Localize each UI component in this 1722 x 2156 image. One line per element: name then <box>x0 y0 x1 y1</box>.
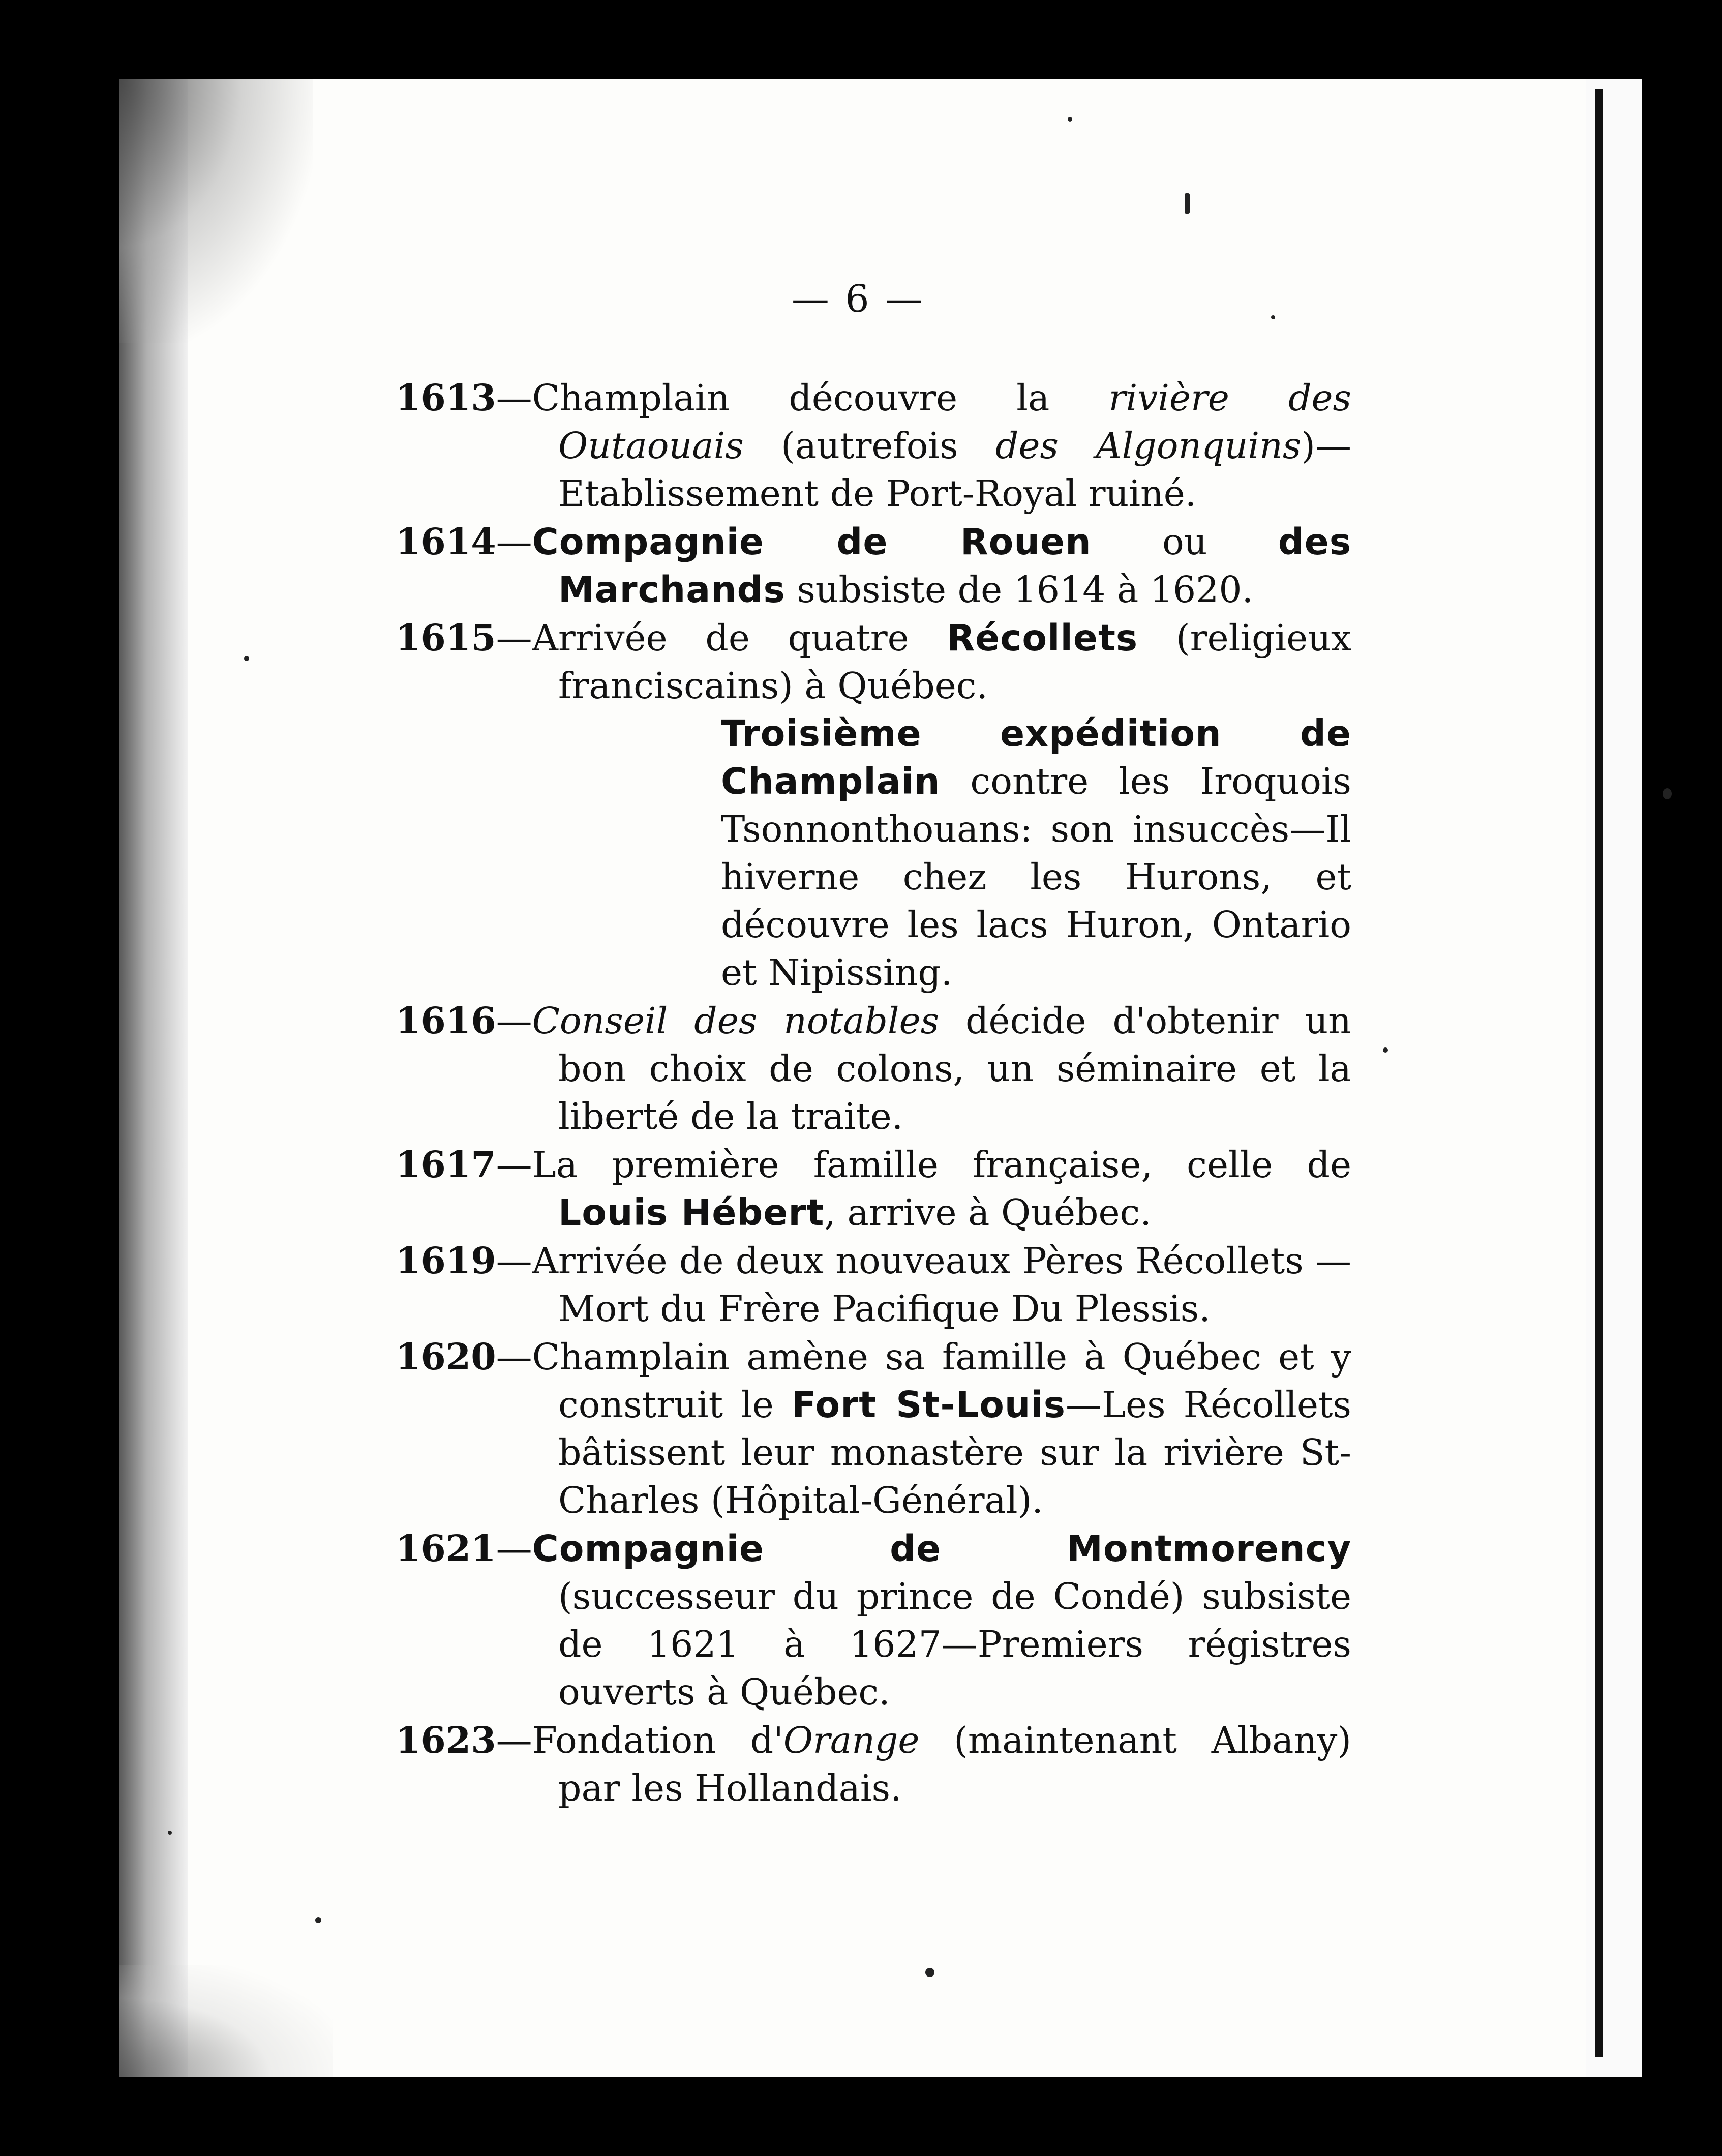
scan-speck <box>1068 117 1072 122</box>
entry-year: 1623 <box>396 1719 496 1761</box>
scan-smudge-top <box>119 79 313 343</box>
entry-text: — <box>496 1528 532 1570</box>
entry-year: 1616 <box>396 999 496 1042</box>
bold-text: Compagnie de Montmorency <box>532 1528 1351 1570</box>
italic-text: rivière des Outaouais <box>558 377 1351 467</box>
entry-text: subsiste de 1614 à 1620. <box>785 568 1254 611</box>
entry-year: 1617 <box>396 1143 496 1186</box>
chronology-list <box>396 374 1351 1812</box>
scan-speck <box>1663 788 1672 799</box>
chronology-entry-1613 <box>396 374 1351 518</box>
scan-speck <box>1383 1047 1388 1053</box>
entry-text: contre les Iroquois Tsonnonthouans: son insuccès—Il hiverne chez les Hurons, et découvre les lacs Huron, Ontario et Nipissing. <box>721 760 1351 994</box>
entry-text: , arrive à Québec. <box>824 1191 1152 1234</box>
scan-speck <box>925 1968 934 1977</box>
chronology-entry-1620 <box>396 1333 1351 1524</box>
bold-text: Louis Hébert <box>558 1191 825 1234</box>
entry-text: —La première famille française, celle de <box>496 1144 1351 1186</box>
chronology-entry-1623 <box>396 1716 1351 1812</box>
entry-year: 1621 <box>396 1527 496 1570</box>
entry-text: décide d'obtenir un bon choix de colons, un séminaire et la liberté de la traite. <box>558 1000 1351 1137</box>
entry-year: 1615 <box>396 616 496 659</box>
bold-text: Fort St-Louis <box>791 1384 1066 1426</box>
bold-text: Compagnie de Rouen <box>532 521 1092 563</box>
scan-speck <box>168 1831 172 1835</box>
entry-text: —Les Récollets bâtissent leur monastère sur la rivière St-Charles (Hôpital-Général). <box>558 1384 1351 1521</box>
chronology-entry-1614 <box>396 518 1351 614</box>
entry-text: — <box>496 1000 532 1042</box>
bold-text: des Marchands <box>558 521 1351 611</box>
entry-continuation <box>558 710 1351 997</box>
chronology-entry-1615 <box>396 614 1351 997</box>
scan-speck <box>315 1917 321 1923</box>
entry-text: —Champlain amène sa famille à Québec et y construit le <box>496 1336 1351 1426</box>
italic-text: Conseil des notables <box>532 1000 940 1042</box>
entry-text: ou <box>1091 521 1278 563</box>
entry-text: —Arrivée de quatre <box>496 617 947 659</box>
scan-smudge-bottom <box>119 1965 333 2077</box>
entry-text: (autrefois <box>743 425 995 467</box>
bold-text: Troisième expédition de Champlain <box>721 712 1351 802</box>
chronology-entry-1617 <box>396 1141 1351 1237</box>
entry-year: 1619 <box>396 1239 496 1282</box>
scan-speck <box>1271 315 1275 319</box>
entry-text: —Champlain découvre la <box>496 377 1109 419</box>
entry-text: )—Etablissement de Port-Royal ruiné. <box>558 425 1351 515</box>
entry-year: 1614 <box>396 520 496 563</box>
entry-year: 1613 <box>396 376 496 419</box>
adjacent-page-edge <box>1586 79 1642 2077</box>
page-edge-rule <box>1595 89 1603 2057</box>
bold-text: Récollets <box>947 617 1138 659</box>
entry-text: (successeur du prince de Condé) subsiste de 1621 à 1627—Premiers régistres ouverts à Québec. <box>558 1575 1351 1713</box>
entry-text: (religieux franciscains) à Québec. <box>558 617 1351 707</box>
italic-text: des Algonquins <box>995 425 1302 467</box>
italic-text: Orange <box>783 1719 920 1761</box>
chronology-entry-1619 <box>396 1237 1351 1333</box>
scan-speck <box>244 656 249 661</box>
chronology-entry-1621 <box>396 1524 1351 1716</box>
entry-text: (maintenant Albany) par les Hollandais. <box>558 1719 1352 1809</box>
entry-year: 1620 <box>396 1335 496 1378</box>
page-gutter-shadow <box>119 79 188 2077</box>
page-number: — 6 — <box>791 277 925 321</box>
scan-speck <box>1185 193 1190 214</box>
chronology-entry-1616 <box>396 997 1351 1141</box>
entry-text: —Arrivée de deux nouveaux Pères Récollets —Mort du Frère Pacifique Du Plessis. <box>496 1240 1351 1330</box>
entry-text: — <box>496 521 532 563</box>
entry-text: —Fondation d' <box>496 1719 783 1761</box>
